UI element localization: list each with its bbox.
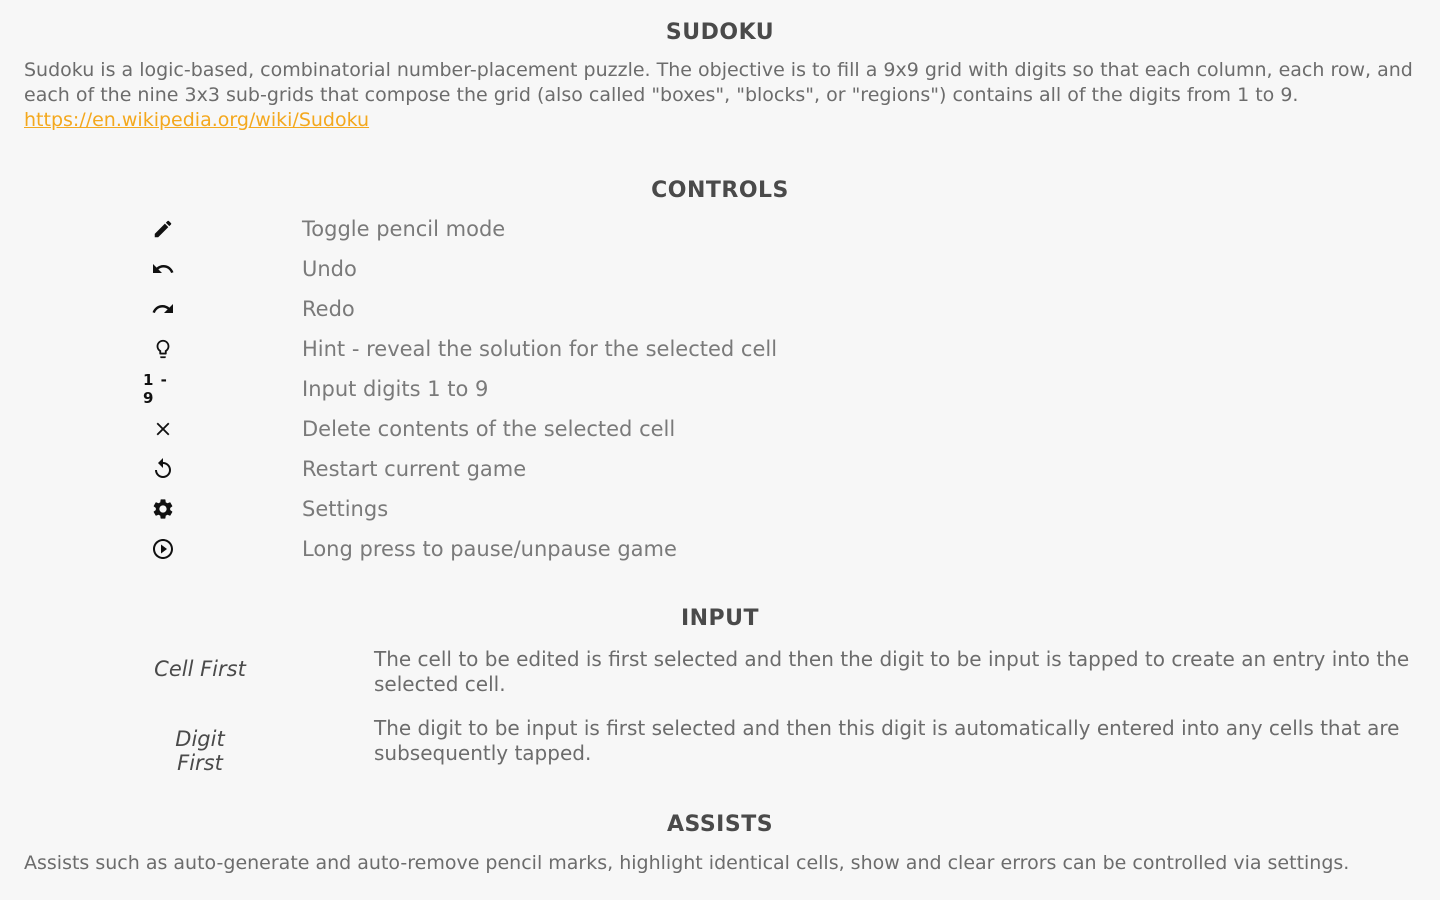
input-mode-description-line: selected cell. (374, 672, 506, 696)
sudoku-description-line: each of the nine 3x3 sub-grids that compose the grid (also called "boxes", "blocks", or "regions") contains all of the digits from 1 to 9. (24, 84, 1299, 106)
input-mode-description-line: subsequently tapped. (374, 741, 592, 765)
control-row-hint (0, 333, 1440, 365)
digits-icon: 1 - 9 (143, 371, 168, 407)
assists-description: Assists such as auto-generate and auto-remove pencil marks, highlight identical cells, show and clear errors can be controlled via settings. (24, 852, 1350, 874)
assists-title: ASSISTS (666, 812, 774, 837)
control-row-delete (0, 413, 1440, 445)
control-label: Hint - reveal the solution for the selected cell (302, 337, 778, 361)
sudoku-description-line: Sudoku is a logic-based, combinatorial number-placement puzzle. The objective is to fill a 9x9 grid with digits so that each column, each row, and (24, 59, 1413, 81)
close-icon (143, 413, 183, 445)
control-row-digits (0, 373, 1440, 405)
sudoku-description (24, 58, 1419, 108)
input-mode-description-line: The digit to be input is first selected and then this digit is automatically entered into any cells that are (374, 716, 1400, 740)
control-label: Long press to pause/unpause game (302, 537, 677, 561)
control-row-settings (0, 493, 1440, 525)
gear-icon (143, 493, 183, 525)
control-label: Toggle pencil mode (302, 217, 506, 241)
sudoku-title: SUDOKU (665, 20, 775, 45)
controls-title: CONTROLS (651, 178, 789, 203)
control-row-redo (0, 293, 1440, 325)
redo-icon (143, 293, 183, 325)
control-label: Delete contents of the selected cell (302, 417, 676, 441)
input-mode-description (374, 647, 1410, 697)
input-mode-term: Cell First (154, 657, 246, 681)
control-label: Input digits 1 to 9 (302, 377, 489, 401)
control-row-pencil (0, 213, 1440, 245)
input-mode-description (374, 716, 1400, 766)
wikipedia-link[interactable]: https://en.wikipedia.org/wiki/Sudoku (24, 109, 370, 131)
play-circle-icon (143, 533, 183, 565)
undo-icon (143, 253, 183, 285)
control-row-pause (0, 533, 1440, 565)
input-mode-description-line: The cell to be edited is first selected and then the digit to be input is tapped to create an entry into the (374, 647, 1410, 671)
control-label: Undo (302, 257, 357, 281)
control-row-restart (0, 453, 1440, 485)
control-label: Settings (302, 497, 389, 521)
control-label: Redo (302, 297, 355, 321)
restart-icon (143, 453, 183, 485)
pencil-icon (143, 213, 183, 245)
input-title: INPUT (680, 606, 760, 631)
control-row-undo (0, 253, 1440, 285)
input-mode-term: Digit First (175, 727, 225, 775)
control-label: Restart current game (302, 457, 527, 481)
lightbulb-icon (143, 333, 183, 365)
